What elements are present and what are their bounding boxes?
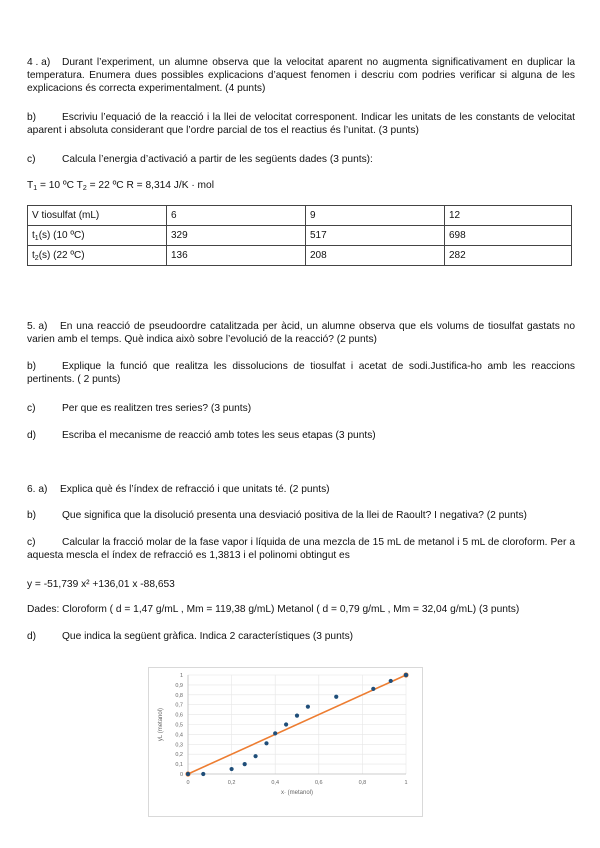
- kinetics-table: [27, 205, 572, 266]
- x-tick-label: 0,4: [271, 780, 280, 786]
- y-tick-label: 0,8: [175, 692, 183, 699]
- q5-d: [27, 429, 575, 442]
- q6-c-label: c): [27, 537, 36, 548]
- q6-a: [27, 483, 575, 496]
- q6-a-text: Explica què és l’índex de refracció i que unitats té. (2 punts): [60, 484, 330, 495]
- q6-d-label: d): [27, 631, 37, 642]
- q5-a: [27, 320, 575, 346]
- q4-b: [27, 111, 575, 137]
- q4-c-text: Calcula l’energia d’activació a partir de les següents dades (3 punts):: [62, 154, 373, 165]
- y-tick-label: 0,3: [175, 742, 183, 749]
- q4-conditions: $T_1 = 10$ ºC $T_2 = 22$ ºC R = 8,314 J/K · mol: [27, 180, 214, 192]
- q6-c-text: Calcular la fracció molar de la fase vapor i líquida de una mezcla de 15 mL de metanol i 5 mL de cloroform. Per a aquesta mescla el índex de refracció es 1,3813 i el polinomi obtingut es: [27, 537, 575, 562]
- x-tick-label: 1: [404, 780, 408, 786]
- data-point: [273, 731, 277, 735]
- y-tick-label: 0,4: [175, 732, 183, 739]
- q5-b-text: Explique la funció que realitza les dissolucions de tiosulfat i acetat de sodi.Justifica-ho amb les reaccions pertinents. ( 2 punts): [27, 361, 575, 386]
- vle-chart-svg: [148, 667, 423, 817]
- q4-c: [27, 153, 575, 166]
- table-cell: 12: [445, 206, 572, 226]
- x-tick-label: 0,8: [358, 780, 367, 786]
- data-point: [334, 695, 338, 699]
- row2-unit: (s) (22 ºC): [38, 249, 85, 261]
- y-tick-label: 0,2: [175, 752, 183, 759]
- y-axis-label: yL (metanol): [158, 707, 164, 742]
- q4-b-text: Escriviu l’equació de la reacció i la llei de velocitat corresponent. Indicar les unitats de les constants de velocitat aparent i absoluta considerant que l’ordre parcial de tos el reactius és l’unitat. (3 punts): [27, 112, 575, 137]
- x-axis-label: x· (metanol): [280, 790, 314, 796]
- row1-unit: (s) (10 ºC): [38, 229, 85, 241]
- table-cell: 329: [167, 226, 306, 246]
- data-point: [284, 722, 288, 726]
- q4-c-label: c): [27, 154, 36, 165]
- q5-c-text: Per que es realitzen tres series? (3 punts): [62, 403, 252, 414]
- q4-a-text: Durant l’experiment, un alumne observa que la velocitat aparent no augmenta significativament en duplicar la temperatura. Enumera dues possibles explicacions d’aquest fenomen i descriu com podries verificar si alguna de les explicacions és correcta experimentalment. (4 punts): [27, 57, 575, 95]
- table-cell: 208: [306, 246, 445, 266]
- q5-d-label: d): [27, 430, 37, 441]
- table-cell: 9: [306, 206, 445, 226]
- q6-d-text: Que indica la següent gràfica. Indica 2 característiques (3 punts): [62, 631, 354, 642]
- q5-b: [27, 360, 575, 386]
- table-cell: 517: [306, 226, 445, 246]
- conditions-t2: = 22 ºC R = 8,314 J/K · mol: [89, 180, 214, 191]
- q4-a: [27, 56, 575, 96]
- q5-c-label: c): [27, 403, 36, 414]
- table-row-label: $t_2(s)$ (22 ºC): [28, 246, 167, 266]
- data-point: [186, 772, 190, 776]
- q5-a-text: En una reacció de pseudoordre catalitzada per àcid, un alumne observa que els volums de tiosulfat gastats no varien amb el temps. Què indica això sobre l’evolució de la reacció? (2 punts): [27, 321, 575, 346]
- data-point: [253, 754, 257, 758]
- x-tick-label: 0,2: [227, 780, 236, 786]
- q5-d-text: Escriba el mecanisme de reacció amb totes les seus etapas (3 punts): [62, 430, 376, 441]
- x-tick-label: 0,6: [314, 780, 323, 786]
- q5-c: [27, 402, 575, 415]
- q5-b-label: b): [27, 361, 37, 372]
- table-row: [28, 206, 572, 226]
- data-point: [306, 705, 310, 709]
- y-tick-label: 0: [179, 772, 183, 778]
- q6-dades: Dades: Cloroform ( d = 1,47 g/mL , Mm = 119,38 g/mL) Metanol ( d = 0,79 g/mL , Mm = 32,04 g/mL) (3 punts): [27, 604, 520, 615]
- table-row-label: $t_1(s)$ (10 ºC): [28, 226, 167, 246]
- x-tick-label: 0: [186, 780, 190, 786]
- y-tick-label: 0,6: [175, 712, 183, 719]
- q5-a-label: 5. a): [27, 321, 48, 332]
- q6-b: [27, 509, 575, 522]
- q4-b-label: b): [27, 112, 37, 123]
- table-cell: 282: [445, 246, 572, 266]
- q4-a-label: 4 . a): [27, 57, 51, 68]
- y-tick-label: 1: [179, 673, 183, 679]
- y-tick-label: 0,1: [175, 762, 183, 769]
- data-point: [243, 762, 247, 766]
- q6-d: [27, 630, 575, 643]
- data-point: [404, 673, 408, 677]
- q6-a-label: 6. a): [27, 484, 48, 495]
- data-point: [230, 767, 234, 771]
- q6-c: [27, 536, 575, 562]
- y-tick-label: 0,5: [175, 722, 183, 729]
- data-point: [295, 713, 299, 717]
- conditions-t1: = 10 ºC T: [39, 180, 83, 191]
- table-row: [28, 246, 572, 266]
- table-header-label: V tiosulfat (mL): [28, 206, 167, 226]
- q6-polynomial: y = -51,739 x² +136,01 x -88,653: [27, 579, 175, 590]
- q6-b-label: b): [27, 510, 37, 521]
- data-point: [264, 741, 268, 745]
- y-tick-label: 0,7: [175, 702, 183, 709]
- data-point: [371, 687, 375, 691]
- data-point: [201, 772, 205, 776]
- table-row: [28, 226, 572, 246]
- y-tick-label: 0,9: [175, 682, 183, 689]
- table-cell: 136: [167, 246, 306, 266]
- data-point: [389, 679, 393, 683]
- table-cell: 6: [167, 206, 306, 226]
- q6-b-text: Que significa que la disolució presenta una desviació positiva de la llei de Raoult? I negativa? (2 punts): [62, 510, 527, 521]
- table-cell: 698: [445, 226, 572, 246]
- vle-chart: [148, 667, 423, 817]
